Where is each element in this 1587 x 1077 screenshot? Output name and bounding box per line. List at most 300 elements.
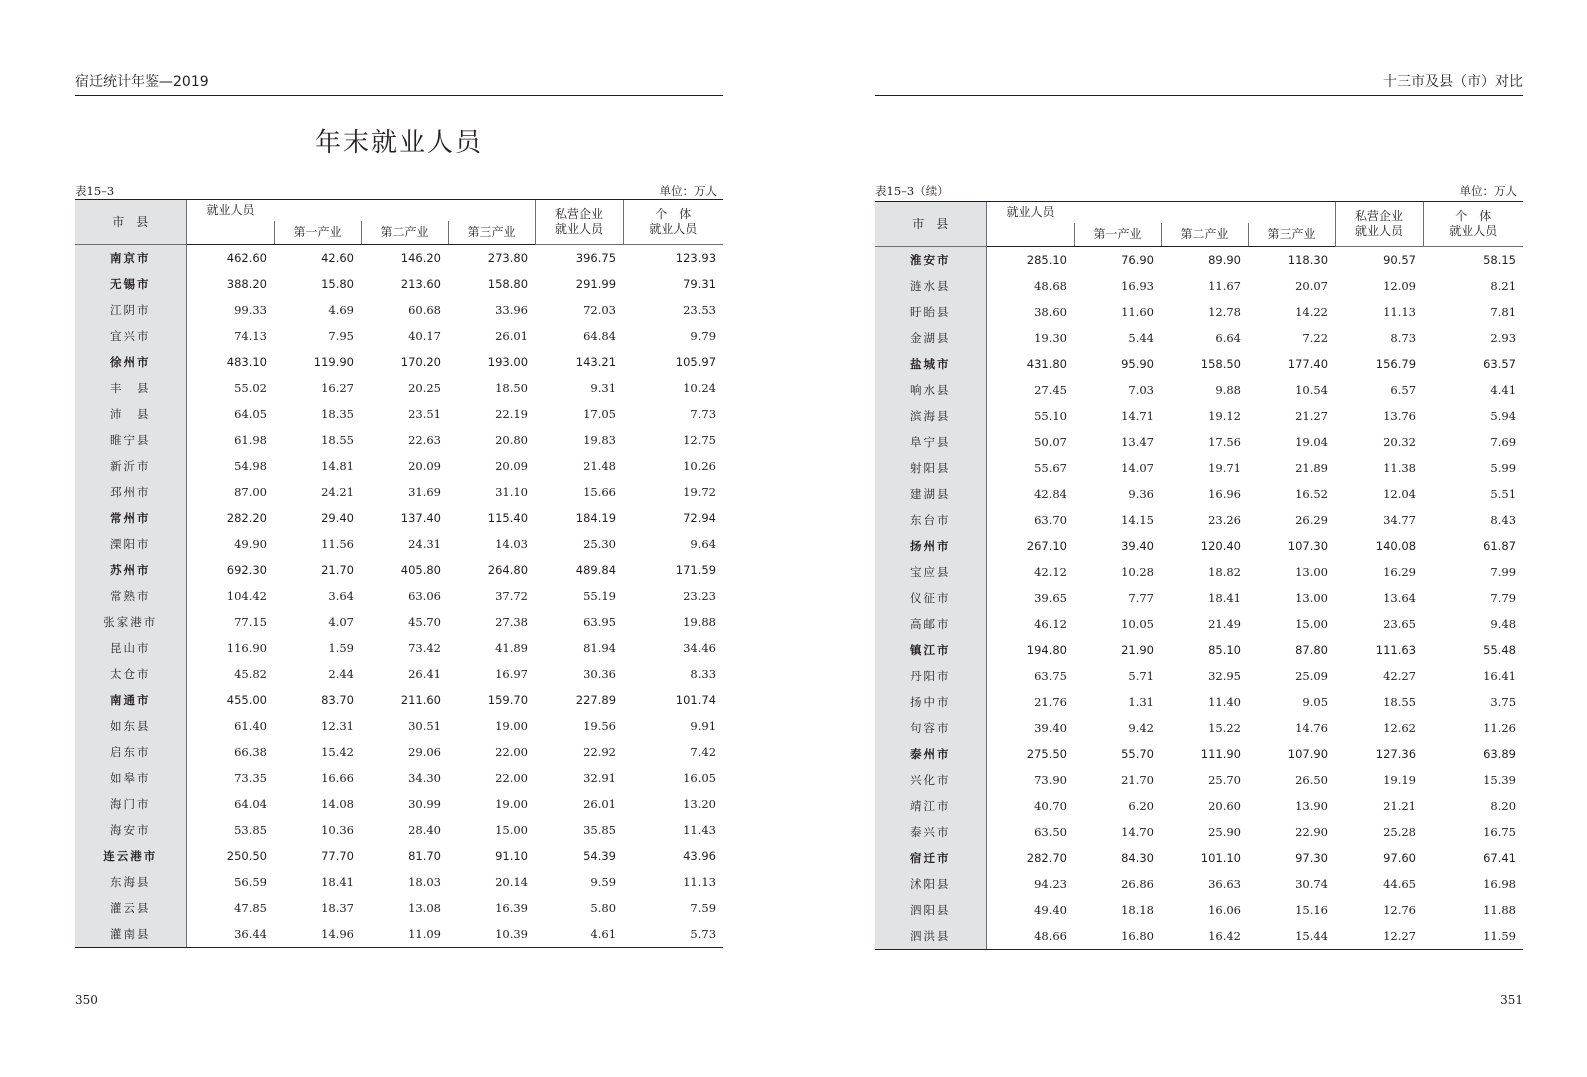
header-primary: 第一产业 <box>1074 223 1161 247</box>
region-name: 兴化市 <box>875 767 986 793</box>
region-name: 泰州市 <box>875 741 986 767</box>
value-cell: 489.84 <box>575 563 617 577</box>
value-cell: 5.44 <box>1128 331 1154 345</box>
value-cell: 27.45 <box>1034 383 1067 397</box>
value-cell: 10.28 <box>1121 565 1154 579</box>
value-cell: 20.32 <box>1383 435 1417 449</box>
value-cell: 63.06 <box>408 589 441 603</box>
value-cell: 45.82 <box>234 667 267 681</box>
value-cell: 16.97 <box>495 667 529 681</box>
table-row <box>875 819 1523 845</box>
table-row <box>75 479 723 505</box>
value-cell: 10.24 <box>683 381 717 395</box>
value-cell: 22.00 <box>495 745 529 759</box>
value-cell: 9.79 <box>690 329 717 343</box>
value-cell: 40.17 <box>408 329 441 343</box>
value-cell: 81.94 <box>583 641 617 655</box>
region-name: 淮安市 <box>875 247 986 274</box>
value-cell: 55.70 <box>1121 747 1154 761</box>
value-cell: 42.84 <box>1034 487 1067 501</box>
table-row <box>75 349 723 375</box>
region-name: 盱眙县 <box>875 299 986 325</box>
value-cell: 11.60 <box>1121 305 1154 319</box>
value-cell: 30.74 <box>1295 877 1329 891</box>
table-row <box>875 767 1523 793</box>
value-cell: 7.77 <box>1128 591 1154 605</box>
value-cell: 76.90 <box>1121 253 1154 267</box>
value-cell: 34.77 <box>1383 513 1417 527</box>
table-row <box>75 791 723 817</box>
value-cell: 159.70 <box>487 693 529 707</box>
value-cell: 40.70 <box>1034 799 1067 813</box>
header-region: 市 县 <box>75 200 186 245</box>
region-name: 泗洪县 <box>875 923 986 950</box>
left-page <box>75 0 723 1077</box>
value-cell: 15.22 <box>1208 721 1241 735</box>
value-cell: 26.86 <box>1121 877 1154 891</box>
value-cell: 25.09 <box>1295 669 1329 683</box>
value-cell: 91.10 <box>495 849 529 863</box>
value-cell: 94.23 <box>1034 877 1067 891</box>
region-name: 江阴市 <box>75 297 186 323</box>
value-cell: 18.55 <box>1383 695 1417 709</box>
value-cell: 267.10 <box>1026 539 1067 553</box>
value-cell: 17.05 <box>583 407 617 421</box>
header-employed-spacer <box>186 221 274 245</box>
value-cell: 14.07 <box>1121 461 1154 475</box>
value-cell: 9.42 <box>1128 721 1154 735</box>
unit-label: 单位：万人 <box>659 184 717 198</box>
value-cell: 9.59 <box>590 875 617 889</box>
value-cell: 31.69 <box>408 485 441 499</box>
value-cell: 10.36 <box>321 823 354 837</box>
right-page <box>875 0 1523 1077</box>
value-cell: 21.70 <box>321 563 354 577</box>
table-row <box>75 557 723 583</box>
table-row <box>875 377 1523 403</box>
value-cell: 21.89 <box>1295 461 1329 475</box>
value-cell: 4.41 <box>1490 383 1517 397</box>
value-cell: 7.42 <box>690 745 717 759</box>
value-cell: 34.30 <box>408 771 441 785</box>
region-name: 东海县 <box>75 869 186 895</box>
table-row <box>75 401 723 427</box>
value-cell: 73.42 <box>408 641 441 655</box>
value-cell: 15.00 <box>495 823 529 837</box>
region-name: 扬州市 <box>875 533 986 559</box>
value-cell: 42.60 <box>321 251 354 265</box>
value-cell: 13.08 <box>408 901 441 915</box>
value-cell: 63.75 <box>1034 669 1067 683</box>
value-cell: 14.96 <box>274 921 361 948</box>
table-row <box>75 323 723 349</box>
value-cell: 12.31 <box>321 719 354 733</box>
value-cell: 39.40 <box>1034 721 1067 735</box>
value-cell: 89.90 <box>1208 253 1241 267</box>
value-cell: 137.40 <box>400 511 441 525</box>
region-name: 无锡市 <box>75 271 186 297</box>
value-cell: 21.27 <box>1295 409 1329 423</box>
value-cell: 7.73 <box>690 407 717 421</box>
table-row <box>875 429 1523 455</box>
value-cell: 483.10 <box>226 355 267 369</box>
value-cell: 1.59 <box>328 641 354 655</box>
value-cell: 95.90 <box>1121 357 1154 371</box>
header-secondary: 第二产业 <box>361 221 448 245</box>
value-cell: 63.57 <box>1483 357 1517 371</box>
table-row <box>875 715 1523 741</box>
value-cell: 85.10 <box>1208 643 1241 657</box>
value-cell: 16.75 <box>1483 825 1517 839</box>
value-cell: 101.10 <box>1200 851 1241 865</box>
table-row <box>875 793 1523 819</box>
region-name: 灌南县 <box>75 921 186 948</box>
value-cell: 37.72 <box>495 589 529 603</box>
value-cell: 15.66 <box>583 485 617 499</box>
header-region: 市 县 <box>875 202 986 247</box>
region-name: 泗阳县 <box>875 897 986 923</box>
region-name: 射阳县 <box>875 455 986 481</box>
value-cell: 16.41 <box>1483 669 1517 683</box>
value-cell: 22.00 <box>495 771 529 785</box>
region-name: 宿迁市 <box>875 845 986 871</box>
value-cell: 8.33 <box>690 667 717 681</box>
value-cell: 17.56 <box>1208 435 1241 449</box>
value-cell: 3.75 <box>1490 695 1517 709</box>
value-cell: 23.23 <box>683 589 717 603</box>
value-cell: 6.64 <box>1215 331 1241 345</box>
region-name: 连云港市 <box>75 843 186 869</box>
value-cell: 19.83 <box>583 433 617 447</box>
value-cell: 38.60 <box>1034 305 1067 319</box>
header-tertiary: 第三产业 <box>448 221 535 245</box>
value-cell: 12.09 <box>1383 279 1417 293</box>
value-cell: 227.89 <box>575 693 617 707</box>
value-cell: 146.20 <box>400 251 441 265</box>
value-cell: 123.93 <box>675 251 717 265</box>
table-row <box>875 871 1523 897</box>
value-cell: 55.67 <box>1034 461 1067 475</box>
table-row <box>75 817 723 843</box>
value-cell: 39.40 <box>1121 539 1154 553</box>
value-cell: 26.50 <box>1295 773 1329 787</box>
value-cell: 11.38 <box>1383 461 1417 475</box>
value-cell: 19.19 <box>1383 773 1417 787</box>
page-number: 351 <box>1500 993 1523 1007</box>
region-name: 南通市 <box>75 687 186 713</box>
value-cell: 13.00 <box>1295 591 1329 605</box>
value-cell: 140.08 <box>1375 539 1417 553</box>
value-cell: 291.99 <box>575 277 617 291</box>
value-cell: 7.03 <box>1128 383 1154 397</box>
value-cell: 25.70 <box>1208 773 1241 787</box>
table-row <box>75 531 723 557</box>
value-cell: 21.90 <box>1121 643 1154 657</box>
value-cell: 14.71 <box>1121 409 1154 423</box>
table-row <box>75 661 723 687</box>
region-name: 张家港市 <box>75 609 186 635</box>
value-cell: 16.93 <box>1121 279 1154 293</box>
value-cell: 46.12 <box>1034 617 1067 631</box>
value-cell: 20.09 <box>495 459 529 473</box>
value-cell: 45.70 <box>408 615 441 629</box>
value-cell: 90.57 <box>1383 253 1417 267</box>
value-cell: 7.69 <box>1490 435 1517 449</box>
value-cell: 11.59 <box>1423 923 1523 950</box>
value-cell: 19.00 <box>495 797 529 811</box>
value-cell: 12.62 <box>1383 721 1417 735</box>
region-name: 如皋市 <box>75 765 186 791</box>
value-cell: 41.89 <box>495 641 529 655</box>
region-name: 沛 县 <box>75 401 186 427</box>
table-row <box>75 869 723 895</box>
value-cell: 13.64 <box>1383 591 1417 605</box>
table-caption <box>75 183 723 199</box>
value-cell: 8.21 <box>1490 279 1517 293</box>
region-name: 泰兴市 <box>875 819 986 845</box>
value-cell: 18.50 <box>495 381 529 395</box>
value-cell: 104.42 <box>226 589 267 603</box>
value-cell: 23.53 <box>683 303 717 317</box>
value-cell: 49.40 <box>1034 903 1067 917</box>
value-cell: 12.78 <box>1208 305 1241 319</box>
value-cell: 18.41 <box>1208 591 1241 605</box>
region-name: 宜兴市 <box>75 323 186 349</box>
value-cell: 193.00 <box>487 355 529 369</box>
value-cell: 7.22 <box>1302 331 1329 345</box>
value-cell: 74.13 <box>234 329 267 343</box>
value-cell: 250.50 <box>226 849 267 863</box>
value-cell: 14.81 <box>321 459 354 473</box>
value-cell: 120.40 <box>1200 539 1241 553</box>
region-name: 启东市 <box>75 739 186 765</box>
header-employed: 就业人员 <box>986 202 1335 224</box>
table-row <box>875 247 1523 274</box>
value-cell: 16.98 <box>1483 877 1517 891</box>
value-cell: 35.85 <box>583 823 617 837</box>
value-cell: 18.03 <box>408 875 441 889</box>
value-cell: 72.03 <box>583 303 617 317</box>
value-cell: 29.06 <box>408 745 441 759</box>
value-cell: 18.41 <box>321 875 354 889</box>
value-cell: 7.59 <box>690 901 717 915</box>
table-row <box>875 897 1523 923</box>
value-cell: 79.31 <box>683 277 717 291</box>
value-cell: 11.09 <box>361 921 448 948</box>
value-cell: 19.12 <box>1208 409 1241 423</box>
table-row <box>75 739 723 765</box>
value-cell: 63.89 <box>1483 747 1517 761</box>
region-name: 昆山市 <box>75 635 186 661</box>
value-cell: 275.50 <box>1026 747 1067 761</box>
region-name: 常州市 <box>75 505 186 531</box>
value-cell: 23.51 <box>408 407 441 421</box>
region-name: 新沂市 <box>75 453 186 479</box>
header-employed-spacer <box>986 223 1074 247</box>
value-cell: 5.80 <box>590 901 617 915</box>
value-cell: 2.44 <box>328 667 354 681</box>
header-individual: 个 体 就业人员 <box>1423 202 1523 247</box>
value-cell: 5.73 <box>623 921 723 948</box>
value-cell: 36.44 <box>186 921 274 948</box>
table-row <box>75 427 723 453</box>
value-cell: 13.90 <box>1295 799 1329 813</box>
value-cell: 12.27 <box>1335 923 1423 950</box>
value-cell: 119.90 <box>313 355 354 369</box>
value-cell: 20.09 <box>408 459 441 473</box>
value-cell: 55.48 <box>1483 643 1517 657</box>
value-cell: 20.80 <box>495 433 529 447</box>
running-head-text: 宿迁统计年鉴—2019 <box>75 74 209 90</box>
region-name: 句容市 <box>875 715 986 741</box>
value-cell: 116.90 <box>226 641 267 655</box>
table-row <box>875 689 1523 715</box>
value-cell: 27.38 <box>495 615 529 629</box>
value-cell: 11.13 <box>683 875 717 889</box>
value-cell: 64.05 <box>234 407 267 421</box>
region-name: 镇江市 <box>875 637 986 663</box>
table-row <box>875 403 1523 429</box>
table-number: 表15–3 <box>75 184 115 198</box>
value-cell: 81.70 <box>408 849 441 863</box>
value-cell: 13.20 <box>683 797 717 811</box>
value-cell: 16.42 <box>1161 923 1248 950</box>
value-cell: 48.68 <box>1034 279 1067 293</box>
table-number: 表15–3（续） <box>875 184 949 198</box>
table-row <box>75 375 723 401</box>
value-cell: 48.66 <box>986 923 1074 950</box>
value-cell: 16.80 <box>1074 923 1161 950</box>
value-cell: 42.12 <box>1034 565 1067 579</box>
value-cell: 111.63 <box>1375 643 1417 657</box>
value-cell: 14.76 <box>1295 721 1329 735</box>
region-name: 滨海县 <box>875 403 986 429</box>
value-cell: 15.42 <box>321 745 354 759</box>
value-cell: 19.04 <box>1295 435 1329 449</box>
value-cell: 61.98 <box>234 433 267 447</box>
value-cell: 5.99 <box>1490 461 1517 475</box>
table-row <box>75 245 723 272</box>
table-row <box>875 533 1523 559</box>
table-row <box>875 455 1523 481</box>
value-cell: 115.40 <box>487 511 529 525</box>
table-row <box>875 741 1523 767</box>
value-cell: 16.96 <box>1208 487 1241 501</box>
value-cell: 692.30 <box>226 563 267 577</box>
value-cell: 143.21 <box>575 355 617 369</box>
value-cell: 4.69 <box>328 303 354 317</box>
value-cell: 21.21 <box>1383 799 1417 813</box>
value-cell: 54.98 <box>234 459 267 473</box>
value-cell: 5.51 <box>1490 487 1517 501</box>
value-cell: 6.57 <box>1390 383 1417 397</box>
value-cell: 77.15 <box>234 615 267 629</box>
employment-table <box>75 199 723 948</box>
table-row <box>875 507 1523 533</box>
value-cell: 11.13 <box>1383 305 1417 319</box>
value-cell: 15.44 <box>1248 923 1335 950</box>
value-cell: 16.66 <box>321 771 354 785</box>
value-cell: 15.80 <box>321 277 354 291</box>
value-cell: 1.31 <box>1128 695 1154 709</box>
value-cell: 158.50 <box>1200 357 1241 371</box>
region-name: 常熟市 <box>75 583 186 609</box>
value-cell: 3.64 <box>328 589 354 603</box>
value-cell: 19.88 <box>683 615 717 629</box>
value-cell: 107.90 <box>1287 747 1329 761</box>
value-cell: 13.00 <box>1295 565 1329 579</box>
value-cell: 12.76 <box>1383 903 1417 917</box>
region-name: 宝应县 <box>875 559 986 585</box>
header-private: 私营企业 就业人员 <box>535 200 623 245</box>
page-title: 年末就业人员 <box>314 128 483 158</box>
table-row <box>75 297 723 323</box>
value-cell: 39.65 <box>1034 591 1067 605</box>
running-head <box>875 73 1523 96</box>
unit-label: 单位：万人 <box>1459 184 1517 198</box>
value-cell: 158.80 <box>487 277 529 291</box>
table-row <box>75 453 723 479</box>
value-cell: 24.21 <box>321 485 354 499</box>
value-cell: 55.19 <box>583 589 617 603</box>
region-name: 睢宁县 <box>75 427 186 453</box>
value-cell: 67.41 <box>1483 851 1517 865</box>
value-cell: 4.61 <box>535 921 623 948</box>
value-cell: 12.04 <box>1383 487 1417 501</box>
table-row <box>875 923 1523 950</box>
value-cell: 2.93 <box>1490 331 1517 345</box>
value-cell: 194.80 <box>1026 643 1067 657</box>
value-cell: 8.20 <box>1490 799 1517 813</box>
value-cell: 177.40 <box>1287 357 1329 371</box>
value-cell: 22.19 <box>495 407 529 421</box>
region-name: 南京市 <box>75 245 186 272</box>
table-row <box>75 609 723 635</box>
value-cell: 73.35 <box>234 771 267 785</box>
value-cell: 32.91 <box>583 771 617 785</box>
value-cell: 18.18 <box>1121 903 1154 917</box>
value-cell: 264.80 <box>487 563 529 577</box>
value-cell: 77.70 <box>321 849 354 863</box>
table-row <box>875 611 1523 637</box>
region-name: 扬中市 <box>875 689 986 715</box>
running-head <box>75 73 723 96</box>
region-name: 盐城市 <box>875 351 986 377</box>
value-cell: 61.87 <box>1483 539 1517 553</box>
region-name: 响水县 <box>875 377 986 403</box>
employment-table-continued <box>875 201 1523 950</box>
region-name: 金湖县 <box>875 325 986 351</box>
value-cell: 26.41 <box>408 667 441 681</box>
region-name: 靖江市 <box>875 793 986 819</box>
value-cell: 22.63 <box>408 433 441 447</box>
value-cell: 72.94 <box>683 511 717 525</box>
value-cell: 101.74 <box>675 693 717 707</box>
value-cell: 455.00 <box>226 693 267 707</box>
value-cell: 60.68 <box>408 303 441 317</box>
value-cell: 97.30 <box>1295 851 1329 865</box>
value-cell: 9.36 <box>1128 487 1154 501</box>
header-primary: 第一产业 <box>274 221 361 245</box>
value-cell: 10.26 <box>683 459 717 473</box>
value-cell: 14.08 <box>321 797 354 811</box>
value-cell: 10.39 <box>448 921 535 948</box>
value-cell: 13.47 <box>1121 435 1154 449</box>
value-cell: 14.15 <box>1121 513 1154 527</box>
value-cell: 22.92 <box>583 745 617 759</box>
value-cell: 9.88 <box>1215 383 1241 397</box>
value-cell: 10.05 <box>1121 617 1154 631</box>
